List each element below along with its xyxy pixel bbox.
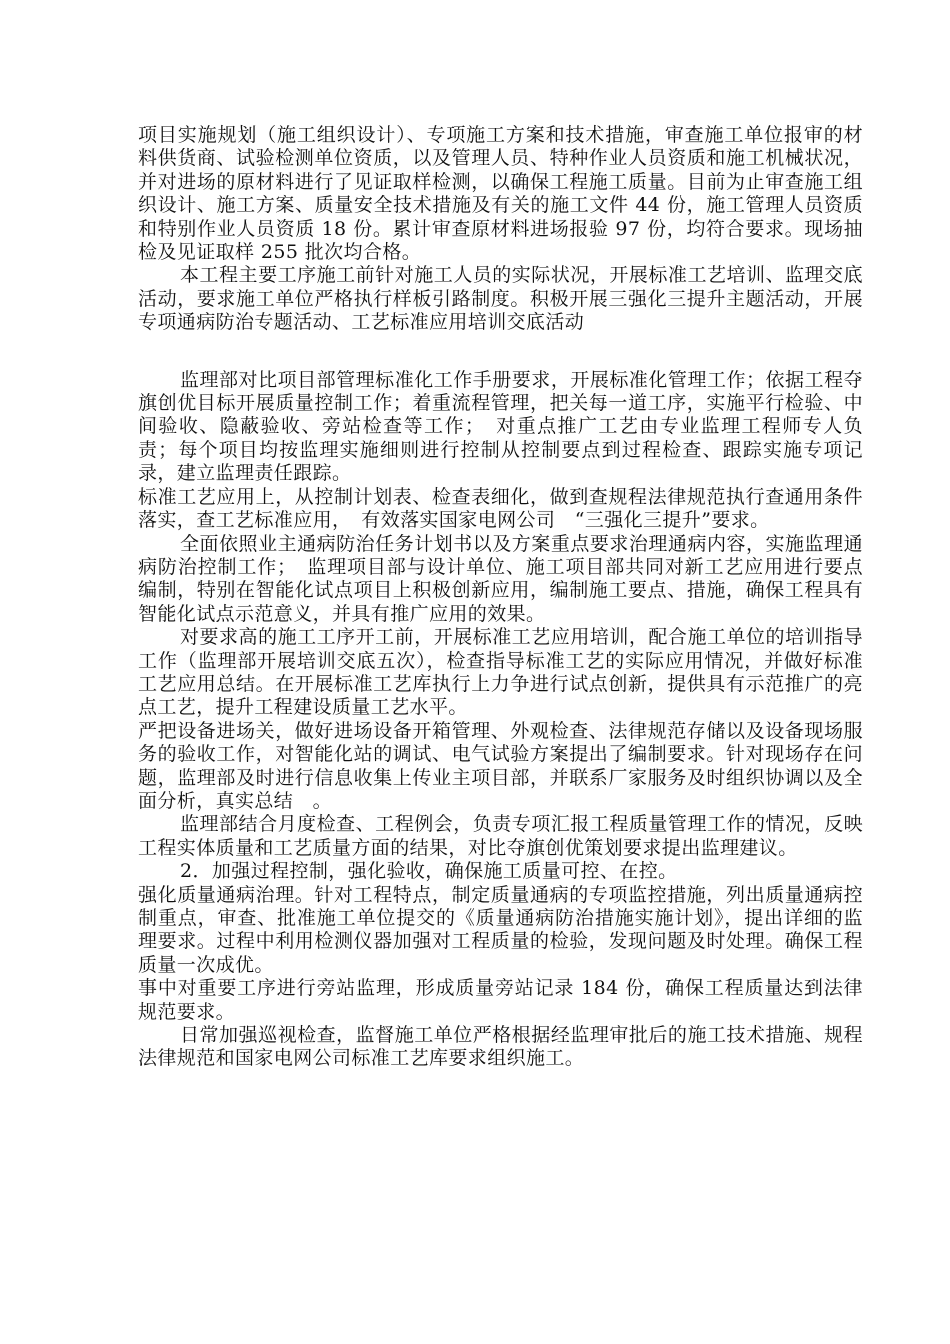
document-body — [138, 124, 863, 1071]
paragraph-daily-inspection: 日常加强巡视检查，监督施工单位严格根据经监理审批后的施工技术措施、规程法律规范和国家电网公司标准工艺库要求组织施工。 — [138, 1024, 863, 1070]
paragraph-process-training: 本工程主要工序施工前针对施工人员的实际状况，开展标准工艺培训、监理交底活动，要求施工单位严格执行样板引路制度。积极开展三强化三提升主题活动，开展专项通病防治专题活动、工艺标准应用培训交底活动 — [138, 264, 863, 334]
paragraph-gap — [138, 335, 863, 369]
paragraph-standard-process: 标准工艺应用上，从控制计划表、检查表细化，做到查规程法律规范执行查通用条件落实，查工艺标准应用， 有效落实国家电网公司 “三强化三提升”要求。 — [138, 485, 863, 532]
paragraph-side-station: 事中对重要工序进行旁站监理，形成质量旁站记录 184 份，确保工程质量达到法律规范要求。 — [138, 977, 863, 1023]
paragraph-monthly-inspection: 监理部结合月度检查、工程例会，负责专项汇报工程质量管理工作的情况，反映工程实体质量和工艺质量方面的结果，对比夺旗创优策划要求提出监理建议。 — [138, 813, 863, 859]
paragraph-training-guidance: 对要求高的施工工序开工前，开展标准工艺应用培训，配合施工单位的培训指导工作（监理部开展培训交底五次），检查指导标准工艺的实际应用情况，并做好标准工艺应用总结。在开展标准工艺库执行上力争进行试点创新，提供具有示范推广的亮点工艺，提升工程建设质量工艺水平。 — [138, 626, 863, 719]
paragraph-defect-governance: 强化质量通病治理。针对工程特点，制定质量通病的专项监控措施，列出质量通病控制重点，审查、批准施工单位提交的《质量通病防治措施实施计划》，提出详细的监理要求。过程中利用检测仪器加强对工程质量的检验，发现问题及时处理。确保工程质量一次成优。 — [138, 883, 863, 976]
paragraph-defect-prevention: 全面依照业主通病防治任务计划书以及方案重点要求治理通病内容，实施监理通病防治控制工作； 监理项目部与设计单位、施工项目部共同对新工艺应用进行要点编制，特别在智能化试点项目上积极创新应用，编制施工要点、措施，确保工程具有智能化试点示范意义，并具有推广应用的效果。 — [138, 532, 863, 625]
paragraph-standardization: 监理部对比项目部管理标准化工作手册要求，开展标准化管理工作；依据工程夺旗创优目标开展质量控制工作；着重流程管理，把关每一道工序，实施平行检验、中间验收、隐蔽验收、旁站检查等工作； 对重点推广工艺由专业监理工程师专人负责；每个项目均按监理实施细则进行控制从控制要点到过程检查、跟踪实施专项记录，建立监理责任跟踪。 — [138, 368, 863, 485]
paragraph-equipment-entry: 严把设备进场关，做好进场设备开箱管理、外观检查、法律规范存储以及设备现场服务的验收工作，对智能化站的调试、电气试验方案提出了编制要求。针对现场存在问题，监理部及时进行信息收集上传业主项目部，并联系厂家服务及时组织协调以及全面分析，真实总结 。 — [138, 719, 863, 812]
section-heading-process-control: 2．加强过程控制，强化验收，确保施工质量可控、在控。 — [180, 860, 678, 883]
paragraph-qualification-review: 项目实施规划（施工组织设计）、专项施工方案和技术措施，审查施工单位报审的材料供货商、试验检测单位资质，以及管理人员、特种作业人员资质和施工机械状况，并对进场的原材料进行了见证取样检测，以确保工程施工质量。目前为止审查施工组织设计、施工方案、质量安全技术措施及有关的施工文件 44 份，施工管理人员资质和特别作业人员资质 18 份。累计审查原材料进场报验 97 份，均符合要求。现场抽检及见证取样 255 批次均合格。 — [138, 124, 863, 264]
